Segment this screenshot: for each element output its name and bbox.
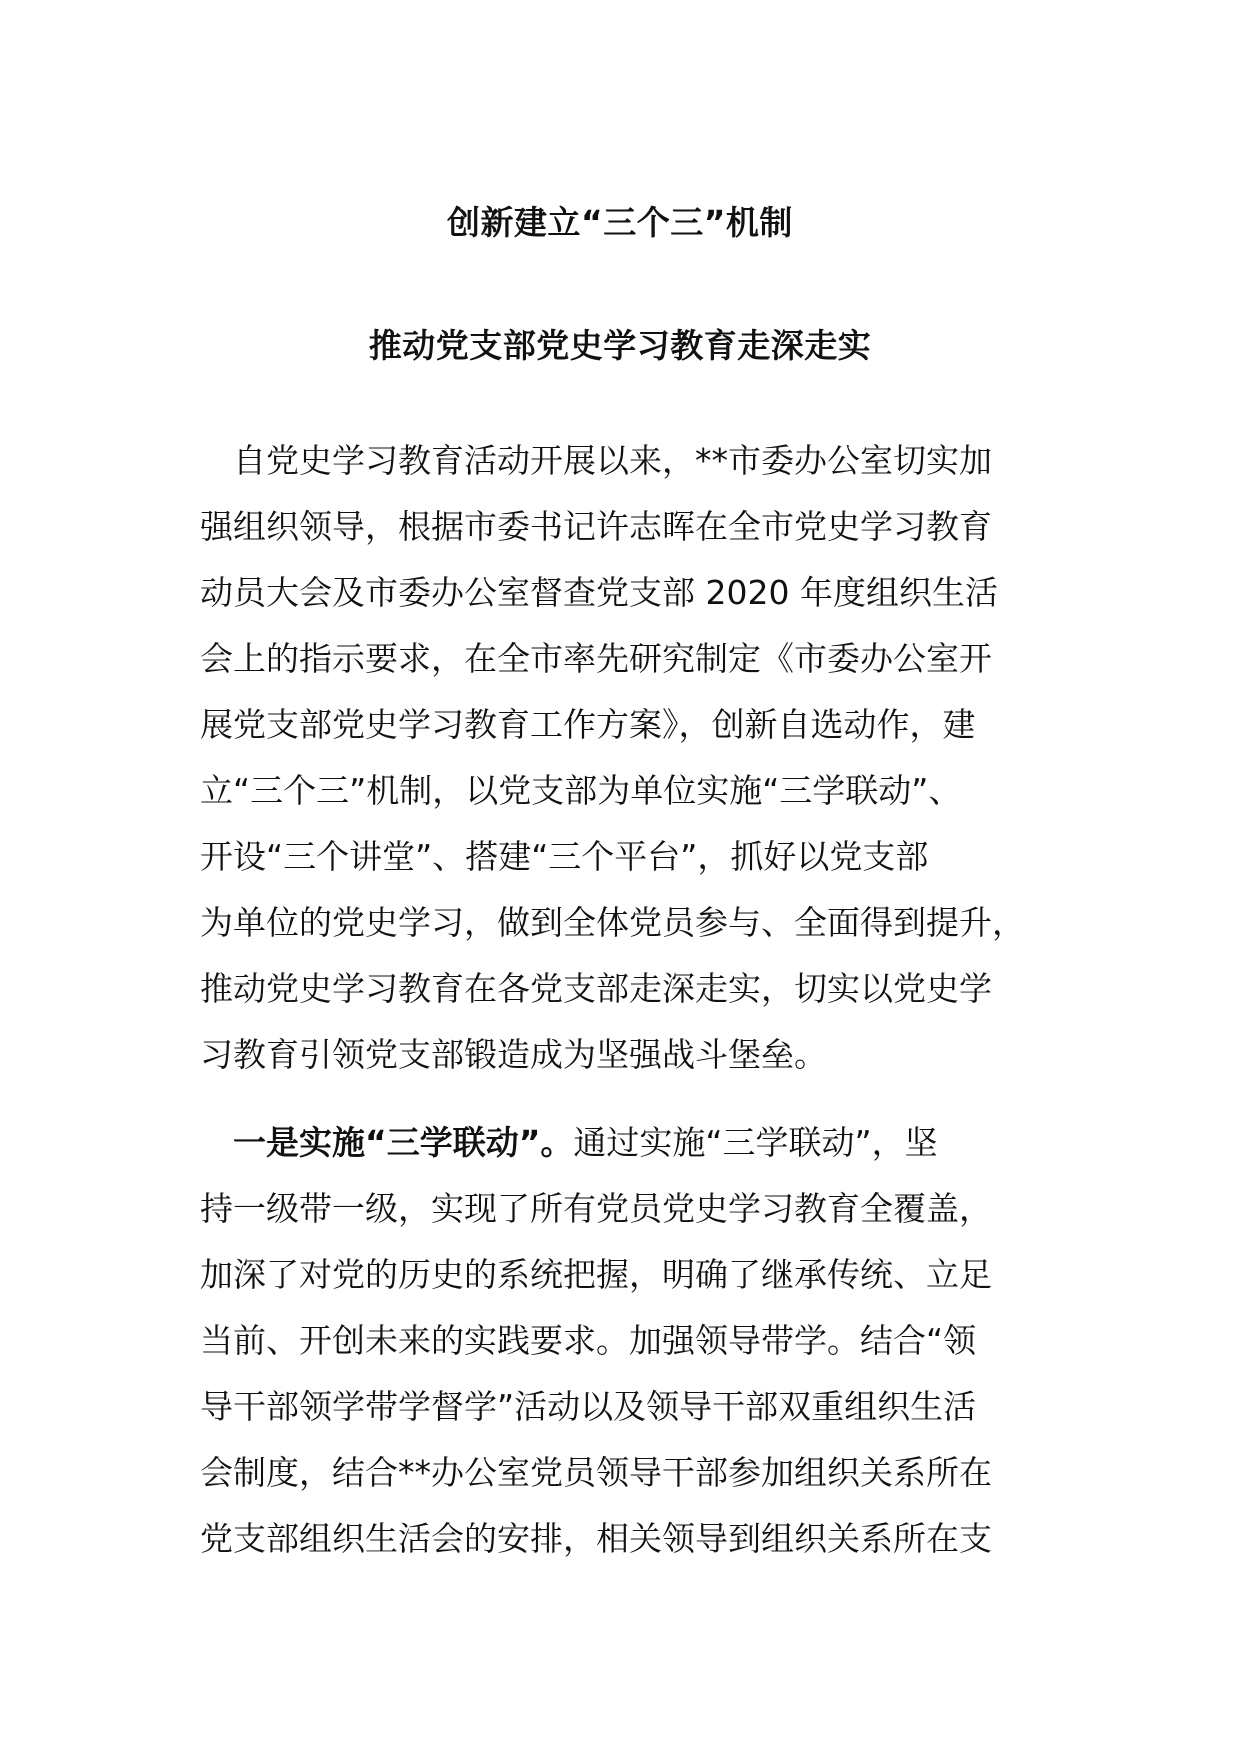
paragraph-line: 加深了对党的历史的系统把握，明确了继承传统、立足 [200, 1255, 992, 1294]
paragraph-line: 习教育引领党支部锻造成为坚强战斗堡垒。 [200, 1035, 827, 1074]
paragraph-line: 强组织领导，根据市委书记许志晖在全市党史学习教育 [200, 507, 992, 546]
paragraph-line: 会制度，结合**办公室党员领导干部参加组织关系所在 [200, 1453, 992, 1492]
paragraph-line: 党支部组织生活会的安排，相关领导到组织关系所在支 [200, 1519, 992, 1558]
paragraph-line: 动员大会及市委办公室督查党支部 2020 年度组织生活 [200, 573, 998, 612]
document-subtitle: 推动党支部党史学习教育走深走实 [368, 326, 872, 365]
section-heading: 一是实施“三学联动”。 [200, 1123, 574, 1162]
paragraph-line: 会上的指示要求，在全市率先研究制定《市委办公室开 [200, 639, 992, 678]
paragraph-line: 开设“三个讲堂”、搭建“三个平台”，抓好以党支部 [200, 837, 929, 876]
paragraph-first-line [200, 1110, 1050, 1176]
paragraph-line: 当前、开创未来的实践要求。加强领导带学。结合“领 [200, 1321, 977, 1360]
paragraph-line: 导干部领学带学督学”活动以及领导干部双重组织生活 [200, 1387, 977, 1426]
paragraph-line: 展党支部党史学习教育工作方案》，创新自选动作，建 [200, 705, 976, 744]
paragraph-line: 推动党史学习教育在各党支部走深走实，切实以党史学 [200, 969, 992, 1008]
paragraph-line: 立“三个三”机制，以党支部为单位实施“三学联动”、 [200, 771, 962, 810]
document-title: 创新建立“三个三”机制 [447, 203, 793, 242]
intro-paragraph [200, 428, 1050, 1088]
section-one-paragraph [200, 1110, 1050, 1572]
paragraph-line: 持一级带一级，实现了所有党员党史学习教育全覆盖， [200, 1189, 992, 1228]
paragraph-line: 为单位的党史学习，做到全体党员参与、全面得到提升， [200, 903, 1025, 942]
section-lead-text: 通过实施“三学联动”，坚 [573, 1123, 938, 1162]
paragraph-line: 自党史学习教育活动开展以来，**市委办公室切实加 [200, 441, 992, 480]
